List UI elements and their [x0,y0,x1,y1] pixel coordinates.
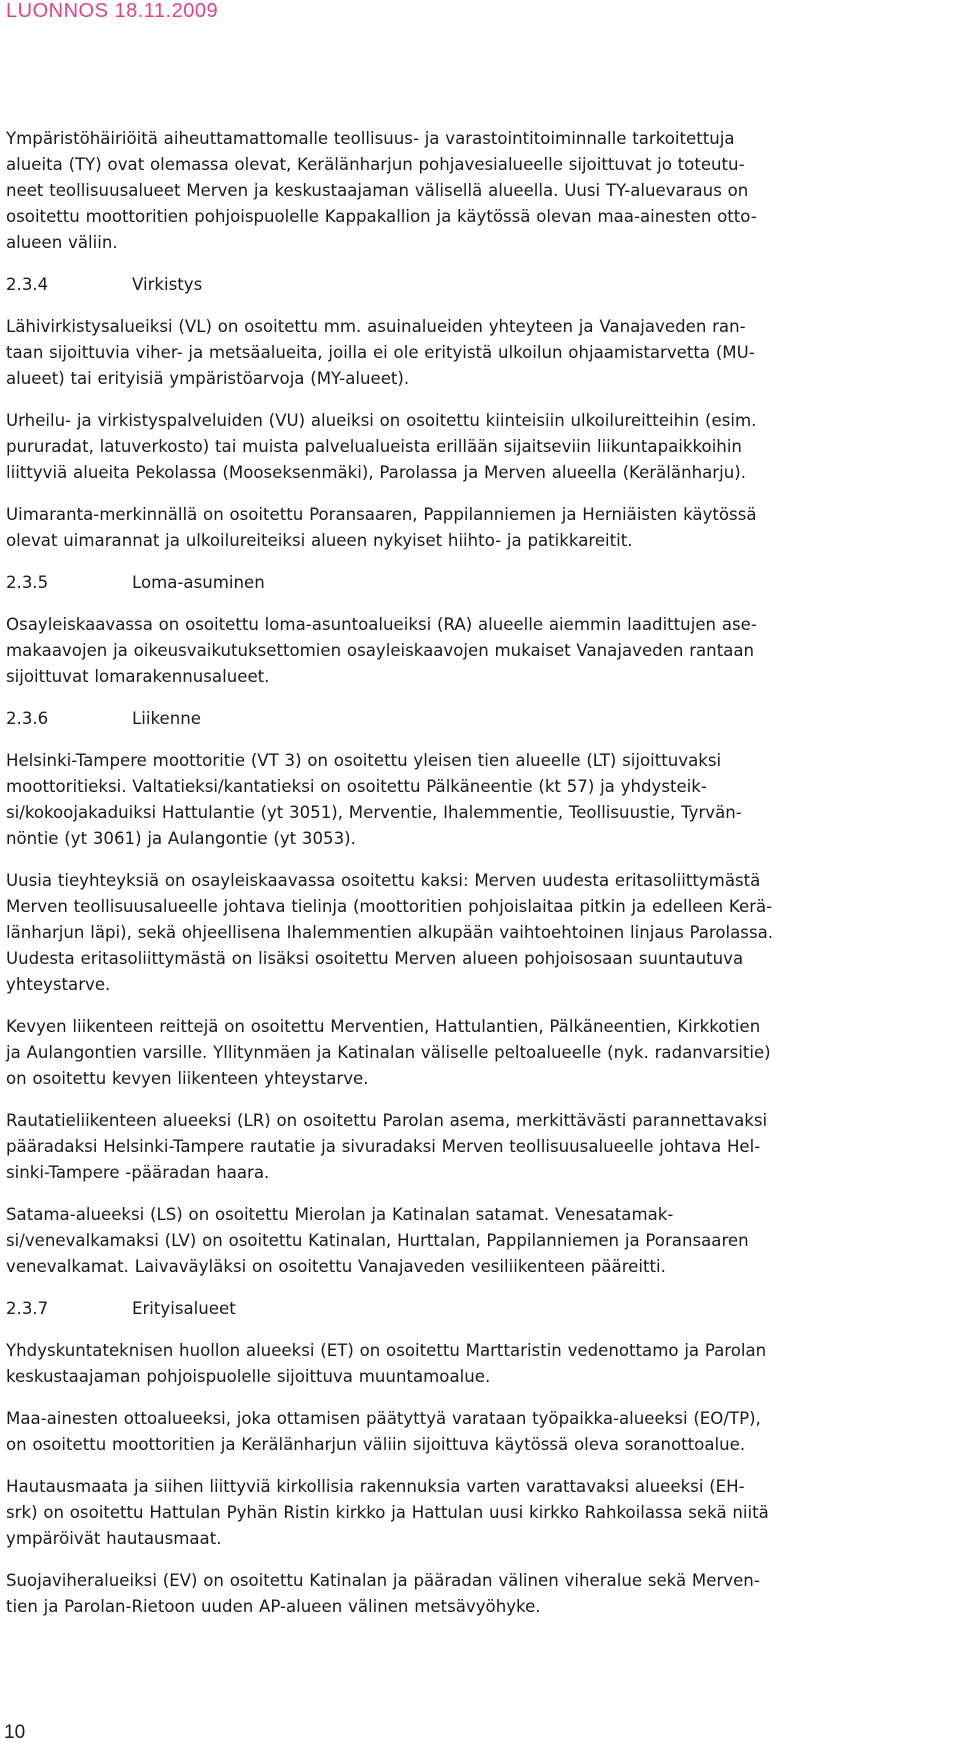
section-title: Erityisalueet [132,1299,236,1318]
paragraph-line: tien ja Parolan-Rietoon uuden AP-alueen välinen metsävyöhyke. [6,1597,541,1616]
paragraph-line: Hautausmaata ja siihen liittyviä kirkollisia rakennuksia varten varattavaksi alueeksi (EH- [6,1477,745,1496]
paragraph-line: sinki-Tampere -pääradan haara. [6,1163,270,1182]
section-number: 2.3.5 [6,573,49,592]
paragraph-line: osoitettu moottoritien pohjoispuolelle Kappakallion ja käytössä olevan maa-ainesten otto- [6,207,757,226]
section-number: 2.3.4 [6,275,49,294]
paragraph-line: Rautatieliikenteen alueeksi (LR) on osoitettu Parolan asema, merkittävästi parannettavaksi [6,1111,768,1130]
paragraph-line: makaavojen ja oikeusvaikutuksettomien osayleiskaavojen mukaiset Vanajaveden rantaan [6,641,755,660]
paragraph-line: Satama-alueeksi (LS) on osoitettu Mierolan ja Katinalan satamat. Venesatamak- [6,1205,674,1224]
paragraph-line: keskustaajaman pohjoispuolelle sijoittuva muuntamoalue. [6,1367,491,1386]
paragraph-line: liittyviä alueita Pekolassa (Mooseksenmäki), Parolassa ja Merven alueella (Kerälänharju). [6,463,746,482]
section-title: Loma-asuminen [132,573,265,592]
paragraph [6,1108,951,1186]
paragraph-line: Lähivirkistysalueiksi (VL) on osoitettu mm. asuinalueiden yhteyteen ja Vanajaveden ran- [6,317,746,336]
paragraph-line: Uudesta eritasoliittymästä on lisäksi osoitettu Merven alueen pohjoisosaan suuntautuva [6,949,744,968]
paragraph-line: srk) on osoitettu Hattulan Pyhän Ristin kirkko ja Hattulan uusi kirkko Rahkoilassa sekä niitä [6,1503,769,1522]
section-heading [6,706,951,732]
paragraph [6,612,951,690]
paragraph [6,868,951,998]
section-number: 2.3.7 [6,1299,49,1318]
paragraph-line: pääradaksi Helsinki-Tampere rautatie ja sivuradaksi Merven teollisuusalueelle johtava Hel- [6,1137,761,1156]
section-title: Liikenne [132,709,201,728]
paragraph-line: Merven teollisuusalueelle johtava tielinja (moottoritien pohjoislaitaa pitkin ja edelleen Kerä- [6,897,773,916]
paragraph [6,1202,951,1280]
paragraph-line: Kevyen liikenteen reittejä on osoitettu Merventien, Hattulantien, Pälkäneentien, Kirkkotien [6,1017,761,1036]
paragraph-line: ja Aulangontien varsille. Yllitynmäen ja Katinalan väliselle peltoalueelle (nyk. radanvarsitie) [6,1043,771,1062]
paragraph [6,1474,951,1552]
paragraph-line: pururadat, latuverkosto) tai muista palvelualueista erillään sijaitseviin liikuntapaikkoihin [6,437,742,456]
paragraph-line: si/kokoojakaduiksi Hattulantie (yt 3051), Merventie, Ihalemmentie, Teollisuustie, Tyrvän- [6,803,742,822]
draft-header: LUONNOS 18.11.2009 [6,0,219,22]
paragraph-line: Ympäristöhäiriöitä aiheuttamattomalle teollisuus- ja varastointitoiminnalle tarkoitettuja [6,129,735,148]
paragraph-line: moottoritieksi. Valtatieksi/kantatieksi on osoitettu Pälkäneentie (kt 57) ja yhdysteik- [6,777,707,796]
paragraph [6,1406,951,1458]
paragraph-line: on osoitettu kevyen liikenteen yhteystarve. [6,1069,369,1088]
paragraph-line: taan sijoittuvia viher- ja metsäalueita, joilla ei ole erityistä ulkoilun ohjaamistarvetta (MU- [6,343,755,362]
paragraph-line: alueita (TY) ovat olemassa olevat, Kerälänharjun pohjavesialueelle sijoittuvat jo toteutu- [6,155,745,174]
paragraph-line: neet teollisuusalueet Merven ja keskustaajaman välisellä alueella. Uusi TY-aluevaraus on [6,181,749,200]
paragraph [6,1568,951,1620]
section-heading [6,272,951,298]
paragraph-line: si/venevalkamaksi (LV) on osoitettu Katinalan, Hurttalan, Pappilanniemen ja Poransaaren [6,1231,749,1250]
paragraph-line: Suojaviheralueiksi (EV) on osoitettu Katinalan ja pääradan välinen viheralue sekä Merven- [6,1571,760,1590]
paragraph-line: ympäröivät hautausmaat. [6,1529,222,1548]
paragraph-line: Uusia tieyhteyksiä on osayleiskaavassa osoitettu kaksi: Merven uudesta eritasoliittymästä [6,871,761,890]
paragraph-line: olevat uimarannat ja ulkoilureiteiksi alueen nykyiset hiihto- ja patikkareitit. [6,531,633,550]
paragraph-line: sijoittuvat lomarakennusalueet. [6,667,270,686]
paragraph-line: Yhdyskuntateknisen huollon alueeksi (ET) on osoitettu Marttaristin vedenottamo ja Parolan [6,1341,767,1360]
paragraph [6,126,951,256]
paragraph-line: alueet) tai erityisiä ympäristöarvoja (MY-alueet). [6,369,410,388]
paragraph-line: Uimaranta-merkinnällä on osoitettu Poransaaren, Pappilanniemen ja Herniäisten käytössä [6,505,757,524]
paragraph-line: yhteystarve. [6,975,111,994]
paragraph-line: Maa-ainesten ottoalueeksi, joka ottamisen päätyttyä varataan työpaikka-alueeksi (EO/TP), [6,1409,761,1428]
paragraph [6,1338,951,1390]
section-title: Virkistys [132,275,203,294]
section-number: 2.3.6 [6,709,49,728]
paragraph [6,502,951,554]
paragraph-line: Osayleiskaavassa on osoitettu loma-asuntoalueiksi (RA) alueelle aiemmin laadittujen ase- [6,615,757,634]
paragraph-line: Helsinki-Tampere moottoritie (VT 3) on osoitettu yleisen tien alueelle (LT) sijoittuvaksi [6,751,722,770]
paragraph-line: länharjun läpi), sekä ohjeellisena Ihalemmentien alkupään vaihtoehtoinen linjaus Parolassa. [6,923,774,942]
paragraph [6,748,951,852]
section-heading [6,1296,951,1322]
paragraph [6,1014,951,1092]
paragraph-line: Urheilu- ja virkistyspalveluiden (VU) alueiksi on osoitettu kiinteisiin ulkoilureitteihin (esim. [6,411,757,430]
document-body [6,126,951,1636]
paragraph-line: alueen väliin. [6,233,118,252]
paragraph-line: on osoitettu moottoritien ja Kerälänharjun väliin sijoittuva käytössä oleva soranottoalue. [6,1435,746,1454]
paragraph [6,314,951,392]
page-number: 10 [4,1722,26,1743]
paragraph-line: venevalkamat. Laivaväyläksi on osoitettu Vanajaveden vesiliikenteen pääreitti. [6,1257,666,1276]
paragraph-line: nöntie (yt 3061) ja Aulangontie (yt 3053). [6,829,356,848]
section-heading [6,570,951,596]
paragraph [6,408,951,486]
